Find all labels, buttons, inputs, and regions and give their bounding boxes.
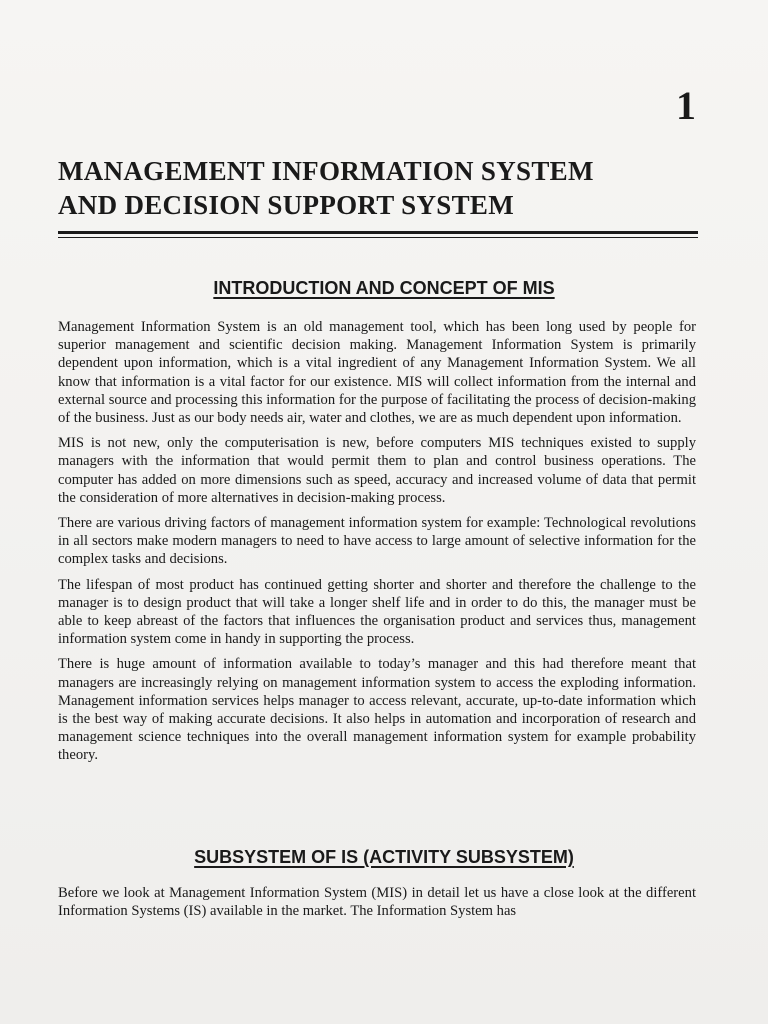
paragraph: Before we look at Management Information System (MIS) in detail let us have a close look at the different Information Systems (IS) available in the market. The Information System has <box>58 885 696 920</box>
chapter-number: 1 <box>676 83 696 128</box>
chapter-title-line-2: AND DECISION SUPPORT SYSTEM <box>58 190 514 220</box>
chapter-title <box>58 154 698 222</box>
paragraph: Management Information System is an old management tool, which has been long used by people for superior management and scientific decision making. Management Information System is primarily dependent upon information, which is a vital ingredient of any Management Information System. We all know that information is a vital factor for our existence. MIS will collect information from the internal and external source and processing this information for the purpose of facilitating the process of decision-making of the business. Just as our body needs air, water and clothes, we are as much dependent upon information. <box>58 319 696 427</box>
section-heading-subsystem: SUBSYSTEM OF IS (ACTIVITY SUBSYSTEM) <box>194 847 574 867</box>
title-rule-thick <box>58 231 698 234</box>
section-body-subsystem <box>58 884 696 927</box>
paragraph: MIS is not new, only the computerisation is new, before computers MIS techniques existed to supply managers with the information that would permit them to plan and control business operations. The computer has added on more dimensions such as speed, accuracy and increased volume of data that permit the consideration of more alternatives in decision-making process. <box>58 435 696 506</box>
paragraph: There are various driving factors of management information system for example: Technological revolutions in all sectors make modern managers to need to have access to large amount of selective information for the complex tasks and decisions. <box>58 515 696 568</box>
title-rule-thin <box>58 237 698 238</box>
chapter-title-line-1: MANAGEMENT INFORMATION SYSTEM <box>58 156 594 186</box>
section-body-introduction <box>58 318 696 772</box>
paragraph: There is huge amount of information available to today’s manager and this had therefore meant that managers are increasingly relying on management information system to access the exploding information. Management information services helps manager to access relevant, accurate, up-to-date information which is the best way of making accurate decisions. It also helps in automation and incorporation of research and management science techniques into the overall management information system for example probability theory. <box>58 656 696 764</box>
section-heading-introduction: INTRODUCTION AND CONCEPT OF MIS <box>213 278 555 298</box>
paragraph: The lifespan of most product has continued getting shorter and shorter and therefore the challenge to the manager is to design product that will take a longer shelf life and in order to do this, the manager must be able to keep abreast of the factors that influences the organisation product and services thus, management information system come in handy in supporting the process. <box>58 576 696 648</box>
